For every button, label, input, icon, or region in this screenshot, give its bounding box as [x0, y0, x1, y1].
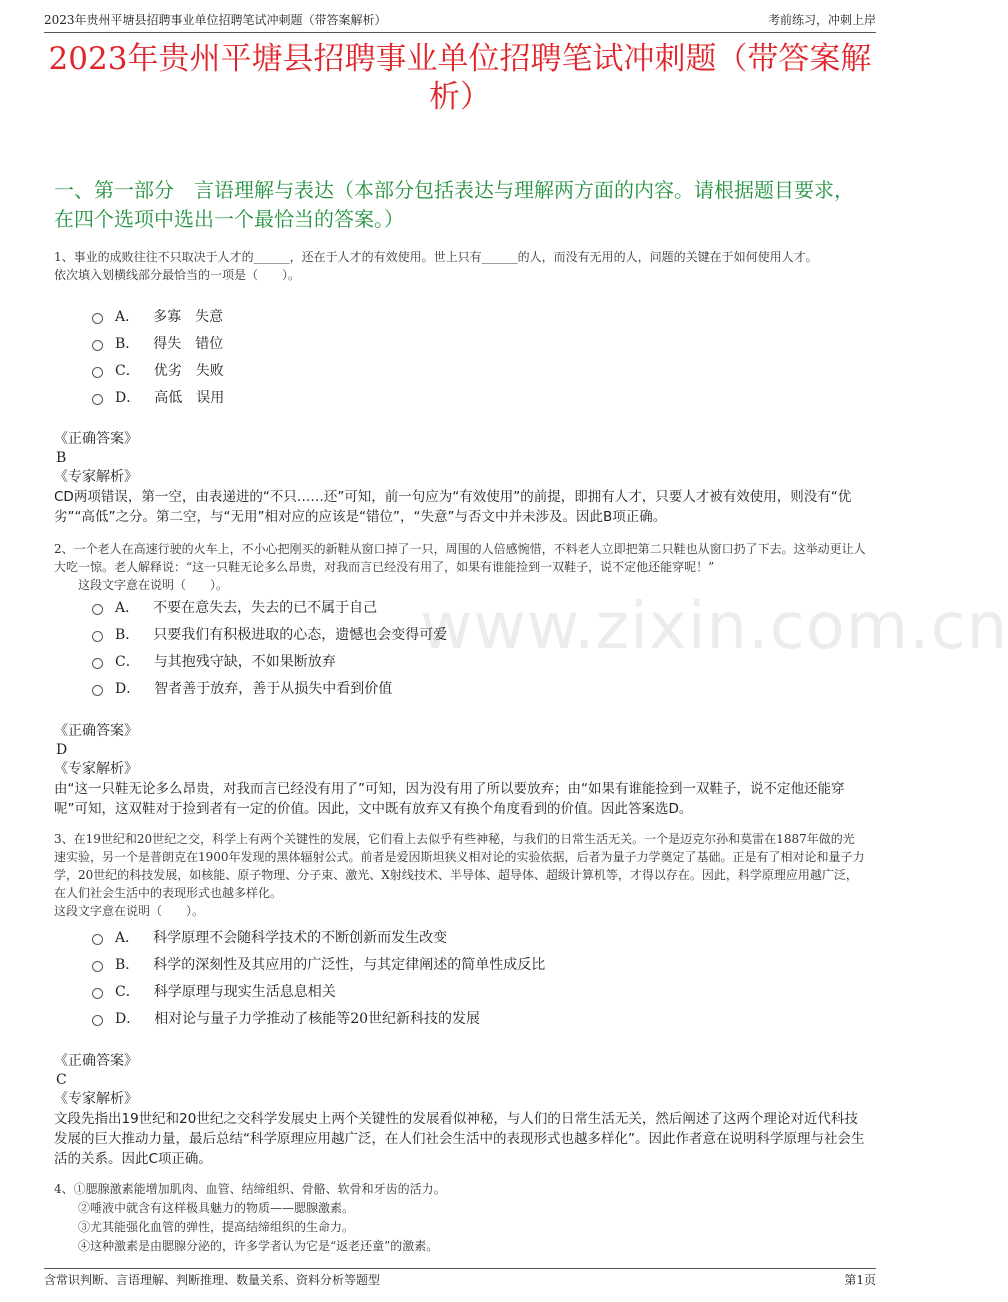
correct-answer: C	[56, 1072, 67, 1088]
option-a[interactable]: A． 科学原理不会随科学技术的不断创新而发生改变	[92, 925, 545, 952]
correct-answer: B	[56, 450, 67, 466]
analysis-text: CD两项错误，第一空，由表递进的“不只……还”可知，前一句应为“有效使用”的前提，即拥有人才，只要人才被有效使用，则没有“优劣”“高低”之分。第二空，与“无用”相对应的应该是“错位”，“失意”与否文中并未涉及。因此B项正确。	[54, 489, 852, 525]
analysis-text: 文段先指出19世纪和20世纪之交科学发展史上两个关键性的发展看似神秘，与人们的日常生活无关，然后阐述了这两个理论对近代科技发展的巨大推动力量，最后总结“科学原理应用越广泛，在人们社会生活中的表现形式也越多样化”。因此作者意在说明科学原理与社会生活的关系。因此C项正确。	[54, 1111, 865, 1167]
answer-label: 《正确答案》	[54, 1053, 138, 1069]
option-d[interactable]: D． 智者善于放弃，善于从损失中看到价值	[92, 676, 447, 703]
radio-icon[interactable]	[92, 367, 103, 378]
option-c[interactable]: C． 与其抱残守缺，不如果断放弃	[92, 649, 447, 676]
question-4-line-2: ②唾液中就含有这样极具魅力的物质——腮腺激素。	[78, 1201, 355, 1215]
page-footer	[44, 1268, 876, 1291]
radio-icon[interactable]	[92, 394, 103, 405]
analysis-label: 《专家解析》	[54, 469, 138, 485]
radio-icon[interactable]	[92, 604, 103, 615]
page-header	[44, 10, 876, 33]
option-d[interactable]: D． 高低 误用	[92, 385, 224, 412]
section-heading: 一、第一部分 言语理解与表达（本部分包括表达与理解两方面的内容。请根据题目要求，在四个选项中选出一个最恰当的答案。）	[54, 178, 854, 231]
question-3-options	[92, 925, 545, 1033]
option-a[interactable]: A． 不要在意失去，失去的已不属于自己	[92, 595, 447, 622]
radio-icon[interactable]	[92, 685, 103, 696]
question-prompt: 这段文字意在说明（ ）。	[78, 578, 229, 592]
question-1-stem	[54, 248, 866, 284]
analysis-label: 《专家解析》	[54, 761, 138, 777]
answer-label: 《正确答案》	[54, 431, 138, 447]
analysis-text: 由“这一只鞋无论多么昂贵，对我而言已经没有用了”可知，因为没有用了所以要放弃；由“如果有谁能捡到一双鞋子，说不定他还能穿呢”可知，这双鞋对于捡到者有一定的价值。因此，文中既有放弃又有换个角度看到的价值。因此答案选D。	[54, 781, 845, 817]
question-1-answer-block	[54, 430, 866, 527]
radio-icon[interactable]	[92, 658, 103, 669]
analysis-label: 《专家解析》	[54, 1091, 138, 1107]
question-4-line-1: 4、①腮腺激素能增加肌肉、血管、结缔组织、骨骼、软骨和牙齿的活力。	[54, 1182, 446, 1196]
question-prompt: 这段文字意在说明（ ）。	[54, 904, 205, 918]
question-3-answer-block	[54, 1052, 866, 1169]
radio-icon[interactable]	[92, 1015, 103, 1026]
radio-icon[interactable]	[92, 313, 103, 324]
question-2-options	[92, 595, 447, 703]
radio-icon[interactable]	[92, 961, 103, 972]
radio-icon[interactable]	[92, 988, 103, 999]
radio-icon[interactable]	[92, 340, 103, 351]
question-4-line-3: ③尤其能强化血管的弹性，提高结缔组织的生命力。	[78, 1220, 355, 1234]
radio-icon[interactable]	[92, 934, 103, 945]
question-2-answer-block	[54, 722, 866, 819]
question-text: 1、事业的成败往往不只取决于人才的______，还在于人才的有效使用。世上只有______的人，而没有无用的人，问题的关键在于如何使用人才。	[54, 250, 818, 264]
question-4-stem	[54, 1180, 866, 1256]
option-b[interactable]: B． 得失 错位	[92, 331, 224, 358]
question-text: 2、一个老人在高速行驶的火车上，不小心把刚买的新鞋从窗口掉了一只，周围的人倍感惋惜，不料老人立即把第二只鞋也从窗口扔了下去。这举动更让人大吃一惊。老人解释说：“这一只鞋无论多么昂贵，对我而言已经没有用了，如果有谁能捡到一双鞋子，说不定他还能穿呢！”	[54, 542, 866, 574]
question-3-stem	[54, 830, 866, 920]
option-c[interactable]: C． 科学原理与现实生活息息相关	[92, 979, 545, 1006]
option-b[interactable]: B． 科学的深刻性及其应用的广泛性，与其定律阐述的简单性成反比	[92, 952, 545, 979]
watermark: www.zixin.com.cn	[420, 590, 1008, 664]
question-4-line-4: ④这种激素是由腮腺分泌的，许多学者认为它是“返老还童”的激素。	[78, 1239, 439, 1253]
option-a[interactable]: A． 多寡 失意	[92, 304, 224, 331]
question-prompt: 依次填入划横线部分最恰当的一项是（ ）。	[54, 268, 301, 282]
document-title: 2023年贵州平塘县招聘事业单位招聘笔试冲刺题（带答案解析）	[48, 41, 872, 115]
header-slogan: 考前练习，冲刺上岸	[767, 13, 876, 27]
answer-label: 《正确答案》	[54, 723, 138, 739]
question-2-stem	[54, 540, 866, 594]
correct-answer: D	[56, 742, 68, 758]
option-d[interactable]: D． 相对论与量子力学推动了核能等20世纪新科技的发展	[92, 1006, 545, 1033]
option-c[interactable]: C． 优劣 失败	[92, 358, 224, 385]
option-b[interactable]: B． 只要我们有积极进取的心态，遗憾也会变得可爱	[92, 622, 447, 649]
footer-description: 含常识判断、言语理解、判断推理、数量关系、资料分析等题型	[44, 1273, 381, 1287]
question-text: 3、在19世纪和20世纪之交，科学上有两个关键性的发展，它们看上去似乎有些神秘，与我们的日常生活无关。一个是迈克尔孙和莫雷在1887年做的光速实验，另一个是普朗克在1900年发现的黑体辐射公式。前者是爱因斯坦狭义相对论的实验依据，后者为量子力学奠定了基础。正是有了相对论和量子力学，20世纪的科技发展，如核能、原子物理、分子束、激光、X射线技术、半导体、超导体、超级计算机等，才得以存在。因此，科学原理应用越广泛，在人们社会生活中的表现形式也越多样化。	[54, 832, 865, 900]
header-doc-title: 2023年贵州平塘县招聘事业单位招聘笔试冲刺题（带答案解析）	[44, 13, 387, 27]
question-1-options	[92, 304, 224, 412]
radio-icon[interactable]	[92, 631, 103, 642]
page-number: 第1页	[844, 1273, 876, 1287]
